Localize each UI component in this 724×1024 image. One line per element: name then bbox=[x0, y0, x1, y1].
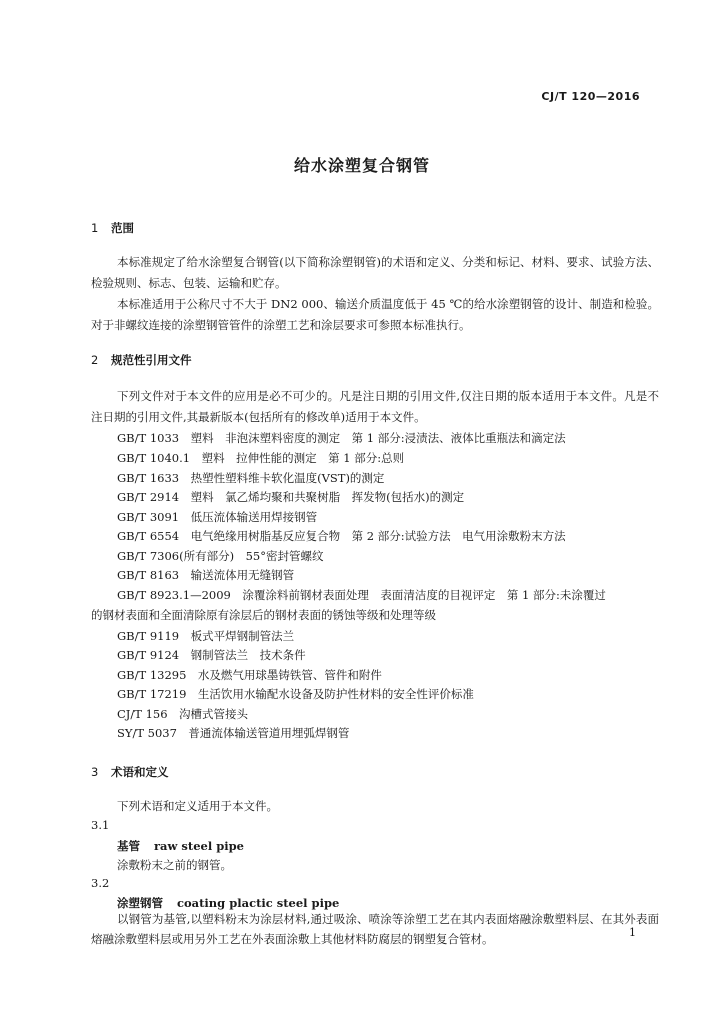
reference-item-continuation: 的钢材表面和全面清除原有涂层后的钢材表面的锈蚀等级和处理等级 bbox=[91, 608, 436, 622]
section-number: 1 bbox=[91, 221, 99, 235]
reference-item: GB/T 2914 塑料 氯乙烯均聚和共聚树脂 挥发物(包括水)的测定 bbox=[117, 490, 465, 504]
reference-item: CJ/T 156 沟槽式管接头 bbox=[117, 707, 249, 721]
scope-paragraph-1: 本标准规定了给水涂塑复合钢管(以下简称涂塑钢管)的术语和定义、分类和标记、材料、要求、试验方法、检验规则、标志、包装、运输和贮存。 bbox=[91, 255, 659, 290]
term-en: raw steel pipe bbox=[154, 839, 244, 853]
reference-item: SY/T 5037 普通流体输送管道用埋弧焊钢管 bbox=[117, 726, 350, 740]
term-en: coating plactic steel pipe bbox=[177, 896, 340, 910]
reference-item: GB/T 9124 钢制管法兰 技术条件 bbox=[117, 648, 306, 662]
reference-item: GB/T 9119 板式平焊钢制管法兰 bbox=[117, 629, 295, 643]
reference-item: GB/T 3091 低压流体输送用焊接钢管 bbox=[117, 510, 318, 524]
term-definition: 涂敷粉末之前的钢管。 bbox=[117, 858, 232, 872]
standard-code: CJ/T 120—2016 bbox=[541, 90, 640, 103]
references-intro: 下列文件对于本文件的应用是必不可少的。凡是注日期的引用文件,仅注日期的版本适用于本文件。凡是不注日期的引用文件,其最新版本(包括所有的修改单)适用于本文件。 bbox=[91, 389, 659, 424]
reference-item: GB/T 1040.1 塑料 拉伸性能的测定 第 1 部分:总则 bbox=[117, 451, 405, 465]
clause-number: 3.1 bbox=[91, 818, 110, 832]
reference-item: GB/T 17219 生活饮用水输配水设备及防护性材料的安全性评价标准 bbox=[117, 687, 474, 701]
reference-item: GB/T 8163 输送流体用无缝钢管 bbox=[117, 568, 295, 582]
section-2-heading bbox=[91, 352, 192, 368]
section-title: 规范性引用文件 bbox=[111, 353, 192, 367]
term-entry bbox=[117, 838, 244, 854]
page-number: 1 bbox=[629, 926, 636, 939]
term-definition: 以钢管为基管,以塑料粉末为涂层材料,通过吸涂、喷涂等涂塑工艺在其内表面熔融涂敷塑料层、在其外表面熔融涂敷塑料层或用另外工艺在外表面涂敷上其他材料防腐层的钢塑复合管材。 bbox=[91, 912, 659, 946]
section-title: 范围 bbox=[111, 221, 134, 235]
section-1-heading bbox=[91, 220, 134, 236]
reference-item: GB/T 7306(所有部分) 55°密封管螺纹 bbox=[117, 549, 324, 563]
reference-item: GB/T 6554 电气绝缘用树脂基反应复合物 第 2 部分:试验方法 电气用涂敷粉末方法 bbox=[117, 529, 566, 543]
section-title: 术语和定义 bbox=[111, 765, 169, 779]
clause-number: 3.2 bbox=[91, 876, 110, 890]
section-number: 3 bbox=[91, 765, 99, 779]
document-title: 给水涂塑复合钢管 bbox=[293, 156, 430, 175]
reference-item: GB/T 1633 热塑性塑料维卡软化温度(VST)的测定 bbox=[117, 471, 385, 485]
reference-item: GB/T 1033 塑料 非泡沫塑料密度的测定 第 1 部分:浸渍法、液体比重瓶法和滴定法 bbox=[117, 431, 566, 445]
scope-paragraph-2: 本标准适用于公称尺寸不大于 DN2 000、输送介质温度低于 45 ℃的给水涂塑钢管的设计、制造和检验。对于非螺纹连接的涂塑钢管管件的涂塑工艺和涂层要求可参照本标准执行。 bbox=[91, 297, 659, 332]
term-zh: 基管 bbox=[117, 839, 140, 853]
section-3-heading bbox=[91, 764, 169, 780]
reference-item: GB/T 13295 水及燃气用球墨铸铁管、管件和附件 bbox=[117, 668, 382, 682]
reference-item: GB/T 8923.1—2009 涂覆涂料前钢材表面处理 表面清洁度的目视评定 第 1 部分:未涂覆过 bbox=[117, 588, 606, 602]
term-zh: 涂塑钢管 bbox=[117, 896, 163, 910]
section-number: 2 bbox=[91, 353, 99, 367]
terms-intro: 下列术语和定义适用于本文件。 bbox=[117, 799, 278, 813]
